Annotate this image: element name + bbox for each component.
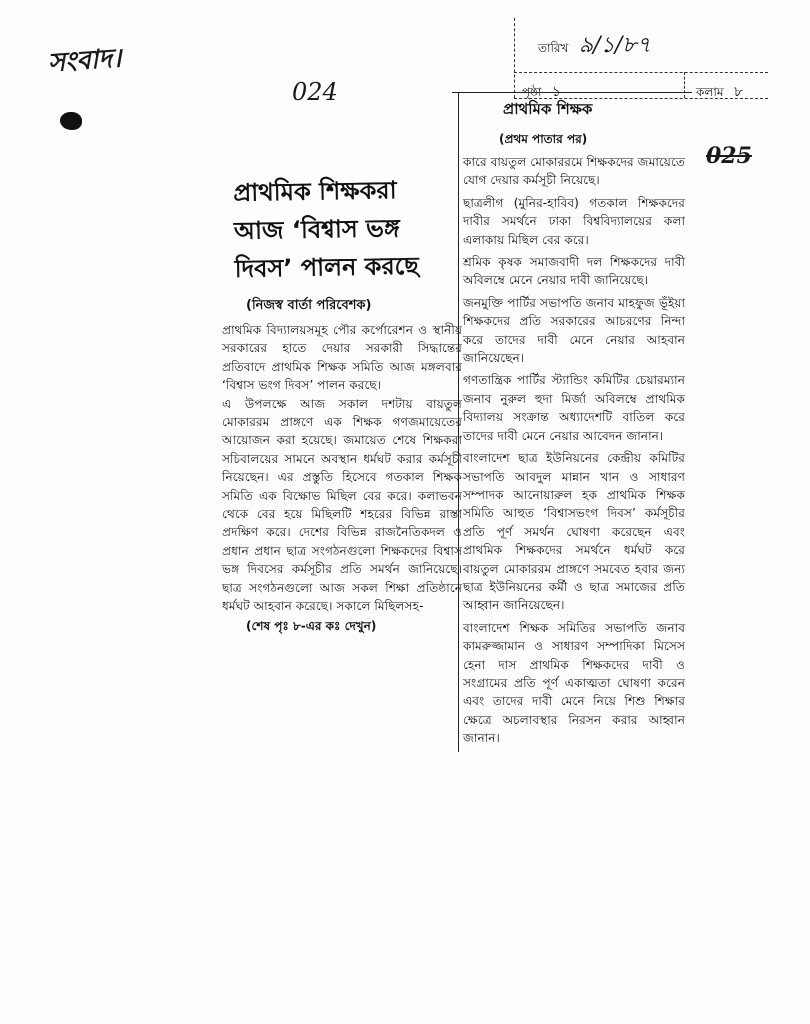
continuation-paragraph: বাংলাদেশ ছাত্র ইউনিয়নের কেন্দ্রীয় কমিটির সভাপতি আবদুল মান্নান খান ও সাধারণ সম্পাদক আনোয়ারুল হক প্রাথমিক শিক্ষক সমিতি আহুত ‘বিশ্বাসভংগ দিবস’ কর্মসূচীর প্রতি পূর্ণ সমর্থন ঘোষণা করেছেন এবং প্রাথমিক শিক্ষকদের সমর্থনে ধর্মঘট করে বায়তুল মোকাররম প্রাঙ্গণে সমবেত হবার জন্য ছাত্র ইউনিয়নের কর্মী ও ছাত্র সমাজের প্রতি আহ্বান জানিয়েছেন। [463,451,685,613]
continuation-heading: প্রাথমিক শিক্ষক [503,100,593,118]
headline-line: প্রাথমিক শিক্ষকরা [233,176,397,207]
headline-line: আজ ‘বিশ্বাস ভঙ্গ [233,214,401,245]
handwritten-source: সংবাদ। [46,43,123,79]
continuation-column [458,92,685,752]
continuation-paragraph: ছাত্রলীগ (মুনির-হাবিব) গতকাল শিক্ষকদের দাবীর সমর্থনে ঢাকা বিশ্ববিদ্যালয়ের কলা এলাকায় মিছিল বের করে। [463,195,685,247]
continued-note: (শেষ পৃঃ ৮-এর কঃ দেখুন) [246,618,377,633]
headline-line: দিবস’ পালন করছে [234,251,420,283]
handwritten-number-1: 024 [292,78,338,106]
page-value: ১ [551,84,561,100]
article-paragraph: এ উপলক্ষে আজ সকাল দশটায় বায়তুল মোকাররম প্রাঙ্গণে এক শিক্ষক গণজমায়েতের আয়োজন করা হয়েছে। জমায়েত শেষে শিক্ষকরা সচিবালয়ের সামনে অবস্থান ধর্মঘট করার কর্মসূচী নিয়েছেন। এর প্রস্তুতি হিসেবে গতকাল শিক্ষক সমিতি এক বিক্ষোভ মিছিল বের করে। কলাভবন থেকে বের হয়ে মিছিলটি শহরের বিভিন্ন রাস্তা প্রদক্ষিণ করে। দেশের বিভিন্ন রাজনৈতিকদল ও প্রধান প্রধান ছাত্র সংগঠনগুলো শিক্ষকদের বিশ্বাস ভঙ্গ দিবসের কর্মসূচীর প্রতি সমর্থন জানিয়েছে। ছাত্র সংগঠনগুলো আজ সকল শিক্ষা প্রতিষ্ঠানে ধর্মঘট আহবান করেছে। সকালে মিছিলসহ- [222,396,462,614]
column-value: ৮ [733,84,744,100]
continuation-paragraph: গণতান্ত্রিক পার্টির স্ট্যান্ডিং কমিটির চেয়ারম্যান জনাব নুরুল হুদা মির্জা অবিলম্বে প্রাথমিক বিদ্যালয় সংক্রান্ত অধ্যাদেশটি বাতিল করে তাদের দাবী মেনে নেয়ার আবেদন জানান। [463,373,685,443]
byline: (নিজস্ব বার্তা পরিবেশক) [246,298,372,313]
headline [233,170,463,288]
date-value: ৯/১/৮৭ [578,33,651,58]
article-column [222,172,462,638]
continuation-subheading: (প্রথম পাতার পর) [499,132,588,146]
continuation-paragraph: কারে বায়তুল মোকাররমে শিক্ষকদের জমায়েতে যোগ দেয়ার কর্মসূচী নিয়েছে। [463,155,685,188]
continuation-paragraph: জনমুক্তি পার্টির সভাপতি জনাব মাহফুজ ভূঁইয়া শিক্ষকদের প্রতি সরকারের আচরণের নিন্দা করে তাদের দাবী মেনে নেয়ার আহবান জানিয়েছেন। [463,295,685,366]
handwritten-number-2: 025 [706,143,752,169]
continuation-paragraph: বাংলাদেশ শিক্ষক সমিতির সভাপতি জনাব কামরুজ্জামান ও সাধারণ সম্পাদিকা মিসেস হেনা দাস প্রাথমিক শিক্ষকদের দাবী ও সংগ্রামের প্রতি পূর্ণ একাত্মতা ঘোষণা করেন এবং তাদের দাবী মেনে নিয়ে শিশু শিক্ষার ক্ষেত্রে অচলাবস্থার নিরসন করার আহ্বান জানান। [463,620,685,746]
meta-column [696,80,743,104]
article-paragraph: প্রাথমিক বিদ্যালয়সমূহ পৌর কর্পোরেশন ও স্থানীয় সরকারের হাতে দেয়ার সরকারী সিদ্ধান্তের প্রতিবাদে প্রাথমিক শিক্ষক সমিতি আজ মঙ্গলবার ‘বিশ্বাস ভংগ দিবস’ পালন করছে। [222,323,462,393]
ink-blot [60,112,82,130]
continuation-paragraph: শ্রমিক কৃষক সমাজবাদী দল শিক্ষকদের দাবী অবিলম্বে মেনে নেয়ার দাবী জানিয়েছে। [463,255,685,288]
page-label: পৃষ্ঠা [522,85,542,99]
date-label: তারিখ [538,41,569,55]
meta-date [538,28,651,65]
clipping-meta-box [508,18,768,98]
column-label: কলাম [696,85,724,99]
